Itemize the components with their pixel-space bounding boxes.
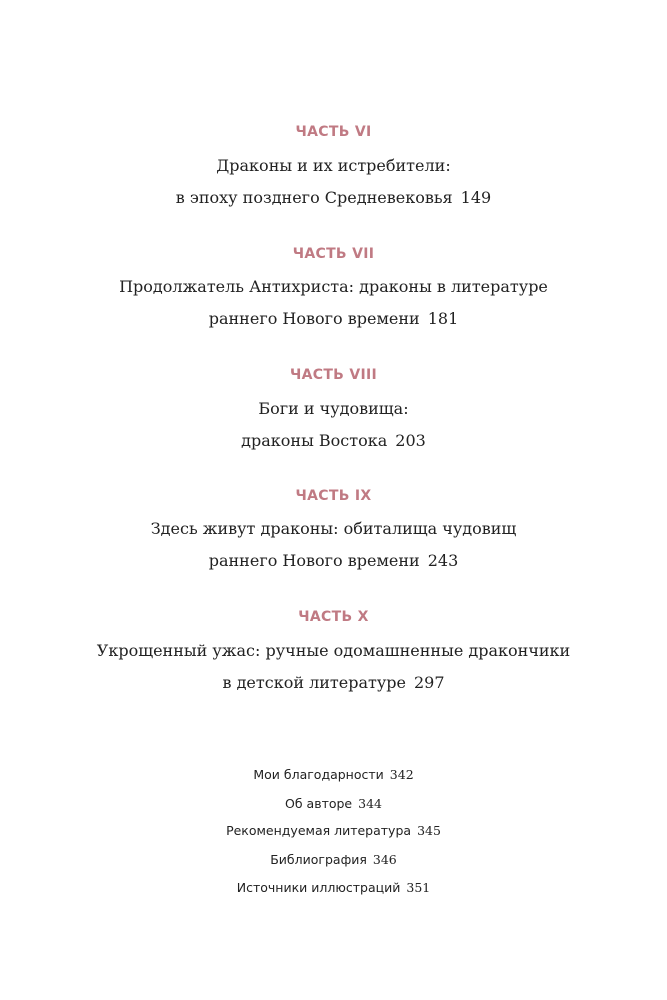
part-title-line: Драконы и их истребители:	[216, 156, 451, 175]
page-number: 351	[406, 880, 431, 895]
back-matter-entry	[0, 852, 667, 868]
part-title-line	[0, 309, 667, 329]
part-title-text: в детской литературе	[222, 673, 406, 692]
part-title-line	[0, 551, 667, 571]
part-heading: ЧАСТЬ VII	[292, 246, 375, 262]
part-title-line: Боги и чудовища:	[258, 399, 409, 418]
back-matter-entry	[0, 796, 667, 812]
page-number: 181	[427, 309, 459, 328]
back-matter-entry	[0, 880, 667, 896]
page-number: 342	[389, 767, 414, 782]
back-matter-entry	[0, 823, 667, 839]
part-title-text: в эпоху позднего Средневековья	[175, 188, 453, 207]
back-matter-title: Библиография	[270, 852, 367, 867]
part-title-line	[0, 673, 667, 693]
part-title-line: Укрощенный ужас: ручные одомашненные дракончики	[96, 641, 571, 660]
back-matter-title: Рекомендуемая литература	[226, 823, 412, 838]
page-number: 346	[372, 852, 397, 867]
page-number: 149	[460, 188, 492, 207]
back-matter-title: Мои благодарности	[253, 767, 384, 782]
part-heading: ЧАСТЬ VIII	[290, 367, 377, 383]
part-title-line	[0, 431, 667, 451]
page-number: 203	[395, 431, 426, 450]
part-heading: ЧАСТЬ X	[298, 609, 369, 625]
part-title-text: раннего Нового времени	[208, 551, 420, 570]
part-heading: ЧАСТЬ VI	[295, 124, 372, 140]
page-number: 345	[417, 823, 441, 838]
part-title-line: Здесь живут драконы: обиталища чудовищ	[150, 519, 517, 538]
back-matter-title: Об авторе	[285, 796, 353, 811]
part-title-text: драконы Востока	[241, 431, 388, 450]
part-title-line	[0, 188, 667, 208]
part-heading: ЧАСТЬ IX	[295, 488, 372, 504]
page-number: 344	[358, 796, 382, 811]
back-matter-entry	[0, 767, 667, 783]
back-matter-title: Источники иллюстраций	[236, 880, 401, 895]
page-number: 243	[427, 551, 459, 570]
page-number: 297	[413, 673, 445, 692]
part-title-text: раннего Нового времени	[208, 309, 420, 328]
part-title-line: Продолжатель Антихриста: драконы в литературе	[119, 277, 548, 296]
